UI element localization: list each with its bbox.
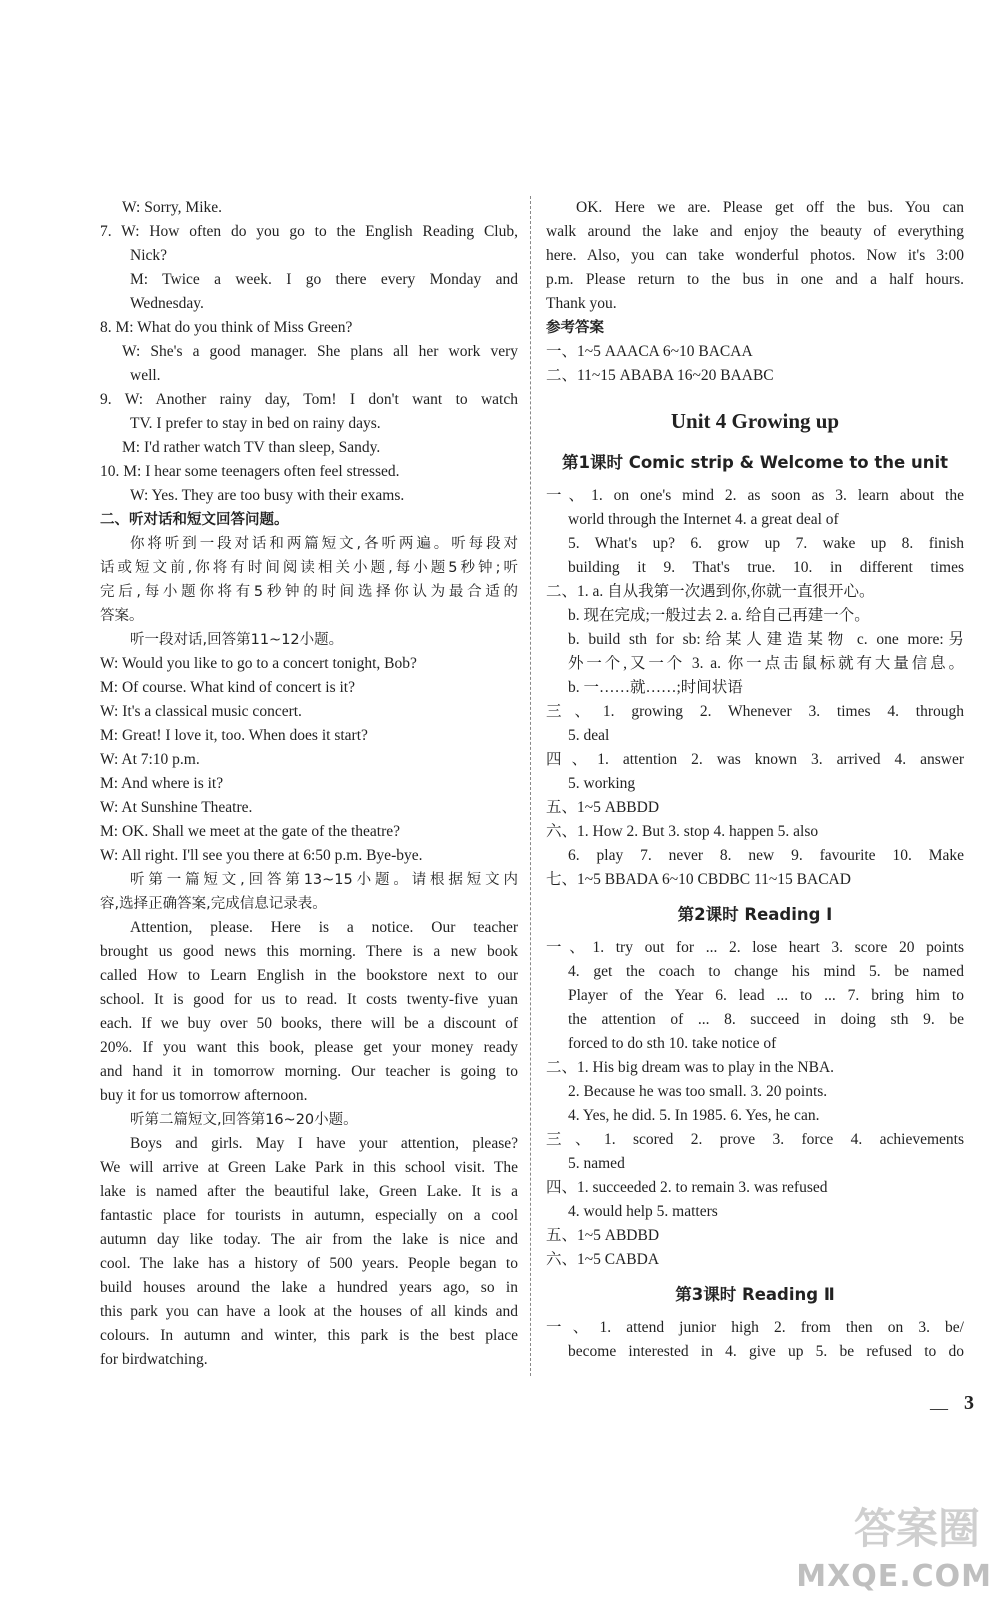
text-line: colours. In autumn and winter, this park is the best place (100, 1327, 518, 1344)
text-line: buy it for us tomorrow afternoon. (100, 1087, 308, 1104)
left-column (100, 196, 518, 1372)
answer-line: the attention of ... 8. succeed in doing sth 9. be (568, 1011, 964, 1028)
answer-line: 4. Yes, he did. 5. In 1985. 6. Yes, he can. (568, 1107, 820, 1124)
answer-line: 一、1. try out for ... 2. lose heart 3. score 20 points (546, 939, 964, 956)
text-line: called How to Learn English in the bookstore next to our (100, 967, 518, 984)
answer-line: 6. play 7. never 8. new 9. favourite 10. Make (568, 847, 964, 864)
answer-line: 三、1. growing 2. Whenever 3. times 4. through (546, 703, 964, 720)
watermark-url: MXQE.COM (796, 1559, 992, 1594)
text-line: W: All right. I'll see you there at 6:50 p.m. Bye-bye. (100, 847, 423, 864)
text-line: W: Would you like to go to a concert tonight, Bob? (100, 655, 417, 672)
text-line: brought us good news this morning. There is a new book (100, 943, 518, 960)
text-line: each. If we buy over 50 books, there will be a discount of (100, 1015, 518, 1032)
text-line: and hand it in tomorrow morning. Our teacher is going to (100, 1063, 518, 1080)
column-divider (530, 196, 531, 1376)
listening-text-continued (546, 196, 964, 388)
answer-line: Player of the Year 6. lead ... to ... 7. bring him to (568, 987, 964, 1004)
text-line: W: At Sunshine Theatre. (100, 799, 253, 816)
text-line: 听一段对话,回答第11~12小题。 (130, 632, 344, 648)
text-line: Thank you. (546, 295, 617, 312)
text-line: 7. W: How often do you go to the English Reading Club, (100, 223, 518, 240)
answer-line: 4. get the coach to change his mind 5. be named (568, 963, 964, 980)
answer-line: become interested in 4. give up 5. be refused to do (568, 1343, 964, 1360)
answer-line: 六、1. How 2. But 3. stop 4. happen 5. also (546, 823, 819, 840)
answer-line: forced to do sth 10. take notice of (568, 1035, 777, 1052)
answer-line: 四、1. attention 2. was known 3. arrived 4. answer (546, 751, 964, 768)
text-line: autumn day like today. The air from the lake is nice and (100, 1231, 518, 1248)
text-line: Boys and girls. May I have your attention, please? (130, 1135, 518, 1152)
answer-line: world through the Internet 4. a great deal of (568, 511, 839, 528)
text-line: 二、听对话和短文回答问题。 (100, 512, 289, 528)
answer-line: 2. Because he was too small. 3. 20 points. (568, 1083, 828, 1100)
answer-line: 七、1~5 BBADA 6~10 CBDBC 11~15 BACAD (546, 871, 851, 888)
answer-line: 5. deal (568, 727, 610, 744)
answer-line: 外一个,又一个 3. a. 你一点击鼠标就有大量信息。 (568, 655, 964, 672)
text-line: fantastic place for tourists in autumn, especially on a cool (100, 1207, 518, 1224)
text-line: for birdwatching. (100, 1351, 208, 1368)
text-line: 你将听到一段对话和两篇短文,各听两遍。听每段对 (130, 536, 518, 552)
text-line: p.m. Please return to the bus in one and a half hours. (546, 271, 964, 288)
text-line: 参考答案 (546, 320, 604, 336)
text-line: TV. I prefer to stay in bed on rainy days. (130, 415, 381, 432)
text-line: M: Twice a week. I go there every Monday and (130, 271, 518, 288)
text-line: M: Of course. What kind of concert is it? (100, 679, 355, 696)
text-line: well. (130, 367, 161, 384)
text-line: 20%. If you want this book, please get your money ready (100, 1039, 518, 1056)
answer-line: 四、1. succeeded 2. to remain 3. was refused (546, 1179, 828, 1196)
text-line: here. Also, you can take wonderful photos. Now it's 3:00 (546, 247, 964, 264)
answer-line: b. build sth for sb:给某人建造某物 c. one more:另 (568, 631, 964, 648)
text-line: M: I'd rather watch TV than sleep, Sandy. (122, 439, 381, 456)
answer-line: b. 一……就……;时间状语 (568, 679, 743, 696)
unit-title: Unit 4 Growing up (670, 409, 840, 433)
answer-line: 4. would help 5. matters (568, 1203, 718, 1220)
answer-line: 5. named (568, 1155, 625, 1172)
answer-line: building it 9. That's true. 10. in different times (568, 559, 964, 576)
text-line: cool. The lake has a history of 500 years. People began to (100, 1255, 518, 1272)
text-line: build houses around the lake a hundred years ago, so in (100, 1279, 518, 1296)
text-line: M: OK. Shall we meet at the gate of the theatre? (100, 823, 400, 840)
text-line: M: And where is it? (100, 775, 224, 792)
text-line: 二、11~15 ABABA 16~20 BAABC (546, 367, 774, 384)
text-line: Attention, please. Here is a notice. Our teacher (130, 919, 518, 936)
answer-line: 五、1~5 ABDBD (546, 1227, 660, 1244)
answer-line: 五、1~5 ABBDD (546, 799, 660, 816)
text-line: W: At 7:10 p.m. (100, 751, 200, 768)
right-column (546, 196, 964, 1364)
text-line: 8. M: What do you think of Miss Green? (100, 319, 353, 336)
text-line: W: Sorry, Mike. (122, 199, 223, 216)
text-line: Nick? (130, 247, 168, 264)
answer-line: 5. working (568, 775, 636, 792)
text-line: 完后,每小题你将有5秒钟的时间选择你认为最合适的 (100, 584, 518, 600)
text-line: walk around the lake and enjoy the beauty of everything (546, 223, 964, 240)
lesson-2-title: 第2课时 Reading Ⅰ (677, 905, 833, 924)
answer-line: b. 现在完成;一般过去 2. a. 给自己再建一个。 (568, 607, 870, 624)
answer-line: 一、1. on one's mind 2. as soon as 3. learn about the (546, 487, 964, 504)
answer-line: 5. What's up? 6. grow up 7. wake up 8. finish (568, 535, 964, 552)
text-line: M: Great! I love it, too. When does it start? (100, 727, 368, 744)
text-line: lake is named after the beautiful lake, Green Lake. It is a (100, 1183, 518, 1200)
text-line: 一、1~5 AAACA 6~10 BACAA (546, 343, 753, 360)
text-line: school. It is good for us to read. It costs twenty-five yuan (100, 991, 518, 1008)
answer-line: 三、1. scored 2. prove 3. force 4. achievements (546, 1131, 964, 1148)
lesson-3-title: 第3课时 Reading Ⅱ (675, 1285, 835, 1304)
text-line: 9. W: Another rainy day, Tom! I don't want to watch (100, 391, 518, 408)
answer-line: 六、1~5 CABDA (546, 1251, 660, 1268)
text-line: this park you can have a look at the houses of all kinds and (100, 1303, 518, 1320)
answer-line: 二、1. His big dream was to play in the NBA. (546, 1059, 835, 1076)
text-line: 10. M: I hear some teenagers often feel stressed. (100, 463, 400, 480)
text-line: W: It's a classical music concert. (100, 703, 302, 720)
lesson-1-answers (546, 484, 964, 892)
answer-line: 一、1. attend junior high 2. from then on 3. be/ (546, 1319, 964, 1336)
footer-dash: — (930, 1398, 948, 1418)
answer-line: 二、1. a. 自从我第一次遇到你,你就一直很开心。 (546, 583, 875, 600)
text-line: 听第二篇短文,回答第16~20小题。 (130, 1112, 358, 1128)
text-line: 听第一篇短文,回答第13~15小题。请根据短文内 (130, 872, 518, 888)
text-line: 容,选择正确答案,完成信息记录表。 (100, 896, 327, 912)
text-line: W: Yes. They are too busy with their exams. (130, 487, 405, 504)
text-line: 话或短文前,你将有时间阅读相关小题,每小题5秒钟;听 (100, 560, 518, 576)
page-number: 3 (964, 1392, 974, 1414)
lesson-3-answers (546, 1316, 964, 1364)
watermark-logo: 答案圈 (853, 1504, 980, 1553)
text-line: 答案。 (100, 608, 144, 624)
text-line: We will arrive at Green Lake Park in this school visit. The (100, 1159, 518, 1176)
lesson-2-answers (546, 936, 964, 1272)
text-line: Wednesday. (130, 295, 204, 312)
text-line: W: She's a good manager. She plans all her work very (122, 343, 518, 360)
text-line: OK. Here we are. Please get off the bus. You can (576, 199, 964, 216)
lesson-1-title: 第1课时 Comic strip & Welcome to the unit (561, 453, 948, 472)
